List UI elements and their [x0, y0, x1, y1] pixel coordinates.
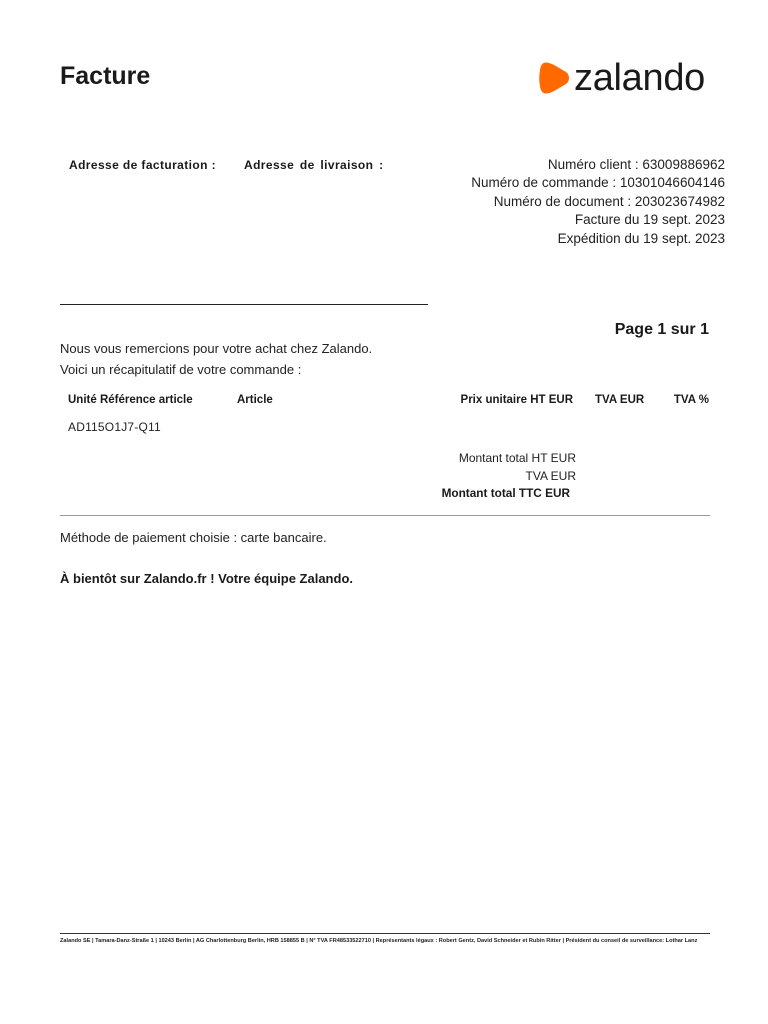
document-info [471, 156, 725, 249]
table-row-reference: AD115O1J7-Q11 [68, 420, 161, 434]
invoice-date-line [471, 211, 725, 230]
document-number-line [471, 193, 725, 212]
column-header-unit-reference: Unité Référence article [68, 394, 193, 407]
address-divider [60, 304, 428, 305]
total-vat-label: TVA EUR [525, 469, 576, 483]
info-label: Facture du [574, 212, 640, 228]
shipping-date-value: 19 sept. 2023 [643, 230, 725, 246]
info-label: Numéro de commande : [471, 175, 617, 191]
customer-number-line [471, 156, 725, 175]
total-net-label: Montant total HT EUR [458, 451, 576, 465]
info-label: Expédition du [557, 230, 640, 246]
info-label: Numéro client : [547, 156, 639, 172]
document-number-value: 203023674982 [634, 193, 725, 209]
summary-intro-text: Voici un récapitulatif de votre commande : [60, 361, 302, 377]
document-title: Facture [60, 62, 151, 90]
column-header-vat-rate: TVA % [673, 394, 709, 407]
info-label: Numéro de document : [493, 193, 632, 209]
order-number-value: 10301046604146 [619, 175, 725, 191]
customer-number-value: 63009886962 [642, 156, 725, 172]
column-header-article: Article [237, 394, 273, 407]
thank-you-text: Nous vous remercions pour votre achat chez Zalando. [60, 340, 373, 356]
totals-divider [60, 515, 710, 516]
column-header-vat-amount: TVA EUR [595, 394, 645, 407]
footer-legal-text: Zalando SE | Tamara-Danz-Straße 1 | 10243 Berlin | AG Charlottenburg Berlin, HRB 158855 B | N° TVA FR48533522710 | Représentants légaux : Robert Gentz, David Schneider et Rubin Ritter | Président du conseil de surveillance: Lothar Lanz [60, 938, 698, 944]
page-indicator: Page 1 sur 1 [614, 321, 709, 338]
closing-text: À bientôt sur Zalando.fr ! Votre équipe Zalando. [60, 570, 353, 586]
footer-divider [60, 933, 710, 934]
billing-address-label: Adresse de facturation : [69, 158, 216, 172]
payment-method-text: Méthode de paiement choisie : carte bancaire. [60, 529, 327, 545]
zalando-logo-icon [537, 61, 571, 95]
invoice-date-value: 19 sept. 2023 [643, 212, 725, 228]
column-header-unit-price: Prix unitaire HT EUR [460, 394, 573, 407]
shipping-date-line [471, 230, 725, 249]
shipping-address-label: Adresse de livraison : [244, 158, 384, 172]
brand-logo-text: zalando [574, 57, 706, 99]
order-number-line [471, 174, 725, 193]
total-gross-label: Montant total TTC EUR [441, 486, 570, 500]
